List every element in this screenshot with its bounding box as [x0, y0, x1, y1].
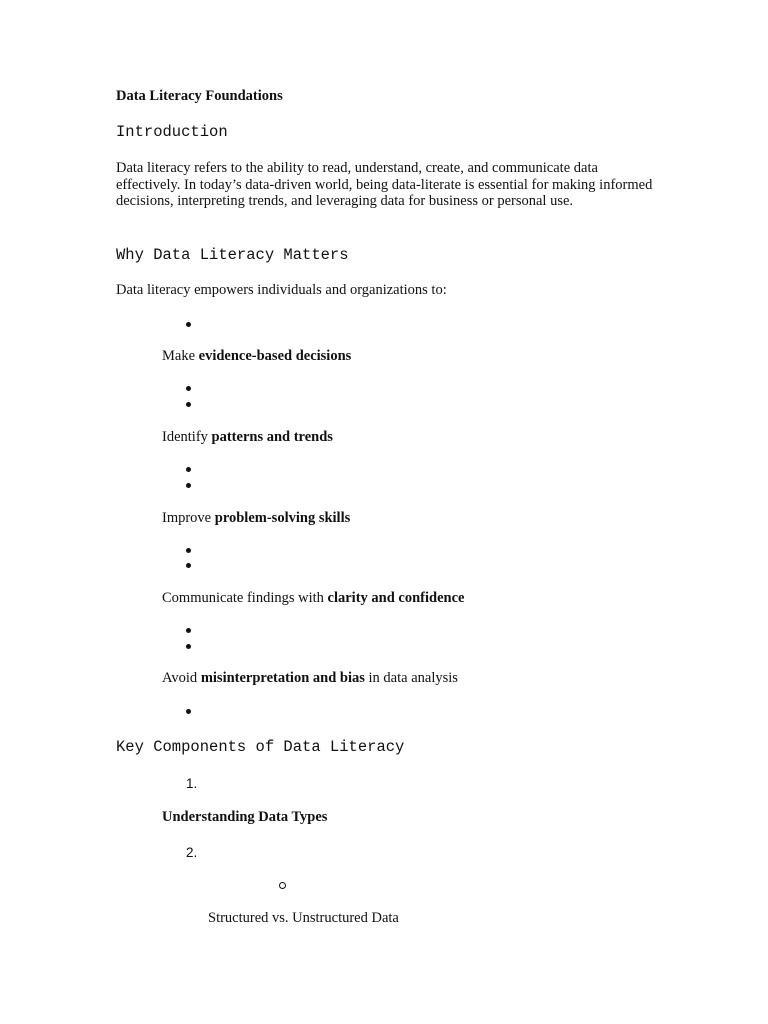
- list-item-prefix: Avoid: [162, 670, 201, 686]
- list-item-prefix: Identify: [162, 429, 212, 445]
- list-item-bold: problem-solving skills: [214, 510, 351, 526]
- introduction-paragraph: Data literacy refers to the ability to read, understand, create, and communicate data effectively. In today’s data-driven world, being data-literate is essential for making informed decisions, interpreting trends, and leveraging data for business or personal use.: [116, 160, 653, 209]
- list-item: [162, 670, 458, 687]
- bullet-marker: [186, 322, 191, 327]
- why-matters-heading: Why Data Literacy Matters: [116, 246, 349, 264]
- key-components-heading: Key Components of Data Literacy: [116, 738, 405, 756]
- list-number: 1.: [186, 776, 198, 791]
- bullet-marker: [186, 483, 191, 488]
- list-item: [162, 809, 327, 826]
- list-item-prefix: Communicate findings with: [162, 590, 328, 606]
- sub-bullet-marker: [279, 882, 286, 889]
- bullet-marker: [186, 467, 191, 472]
- list-item-suffix: in data analysis: [364, 670, 458, 686]
- document-title: Data Literacy Foundations: [116, 88, 283, 104]
- bullet-marker: [186, 563, 191, 568]
- list-item: [162, 348, 351, 365]
- list-item-bold: clarity and confidence: [327, 590, 465, 606]
- list-item: [162, 510, 350, 527]
- list-item: [162, 590, 464, 607]
- bullet-marker: [186, 628, 191, 633]
- bullet-marker: [186, 709, 191, 714]
- list-item-prefix: Make: [162, 348, 199, 364]
- list-number: 2.: [186, 845, 198, 860]
- list-item-bold: patterns and trends: [211, 429, 333, 445]
- bullet-marker: [186, 402, 191, 407]
- bullet-marker: [186, 644, 191, 649]
- list-item-bold: evidence-based decisions: [198, 348, 352, 364]
- list-item-prefix: Improve: [162, 510, 215, 526]
- sub-list-item: Structured vs. Unstructured Data: [208, 910, 399, 926]
- list-item: [162, 429, 333, 446]
- why-matters-lead: Data literacy empowers individuals and organizations to:: [116, 282, 447, 298]
- list-item-bold: misinterpretation and bias: [200, 670, 365, 686]
- bullet-marker: [186, 386, 191, 391]
- bullet-marker: [186, 548, 191, 553]
- list-item-bold: Understanding Data Types: [162, 809, 328, 825]
- introduction-heading: Introduction: [116, 123, 228, 141]
